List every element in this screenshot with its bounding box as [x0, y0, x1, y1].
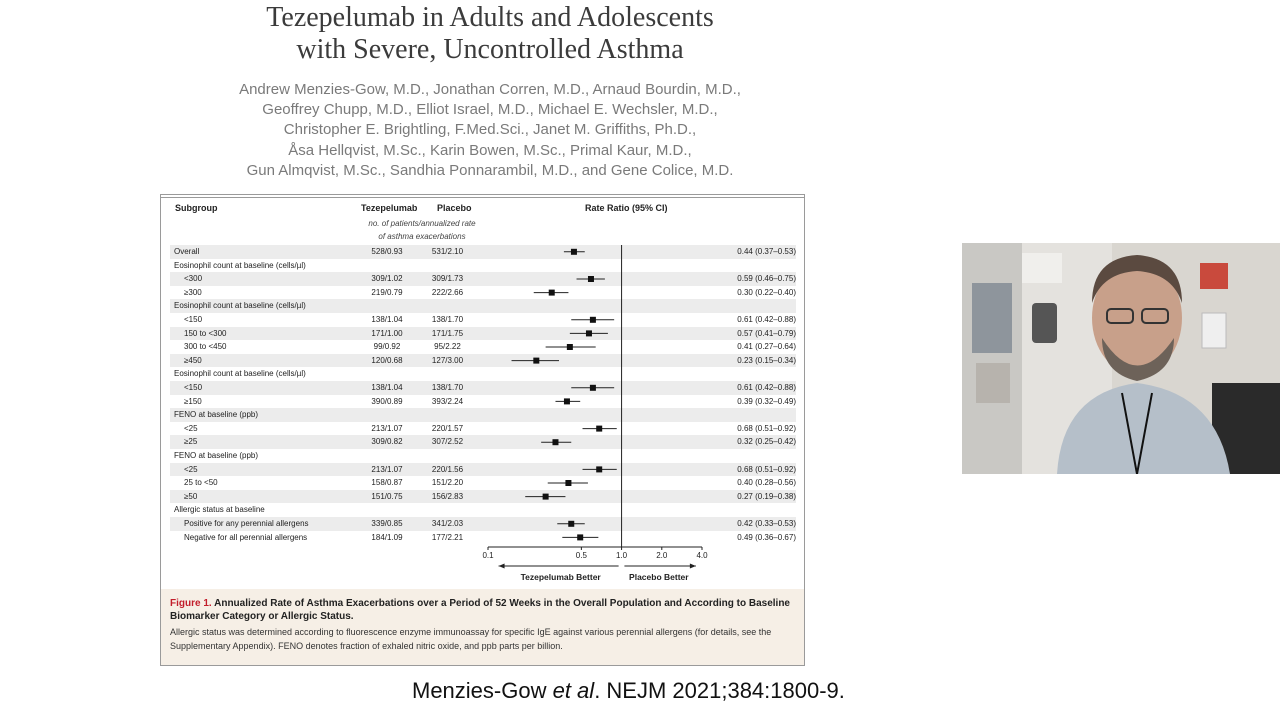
placebo-value: 220/1.56 [431, 464, 464, 474]
rate-ratio-value: 0.39 (0.32–0.49) [737, 396, 796, 406]
rate-ratio-value: 0.68 (0.51–0.92) [737, 423, 796, 433]
x-tick-label: 2.0 [656, 551, 668, 560]
row-label: 25 to <50 [184, 478, 218, 488]
presenter-video-frame [962, 243, 1280, 474]
author-line: Gun Almqvist, M.Sc., Sandhia Ponnarambil, M.D., and Gene Colice, M.D. [246, 161, 734, 179]
point-estimate [567, 344, 573, 350]
row-label: <25 [184, 423, 198, 433]
rate-ratio-value: 0.57 (0.41–0.79) [737, 328, 796, 338]
point-estimate [549, 290, 555, 296]
placebo-value: 95/2.22 [434, 342, 461, 352]
paper-title-line-2: with Severe, Uncontrolled Asthma [296, 34, 684, 65]
arrow-right-head [690, 564, 696, 569]
header-tezepelumab: Tezepelumab [361, 203, 418, 213]
point-estimate [565, 480, 571, 486]
tezepelumab-value: 99/0.92 [373, 342, 401, 352]
rate-ratio-value: 0.61 (0.42–0.88) [737, 315, 796, 324]
rate-ratio-value: 0.23 (0.15–0.34) [737, 355, 796, 365]
tezepelumab-value: 219/0.79 [371, 287, 403, 297]
row-label: ≥450 [184, 355, 202, 365]
row-label: ≥150 [184, 396, 202, 406]
row-label: Eosinophil count at baseline (cells/µl) [174, 301, 306, 311]
column-subheader-line: no. of patients/annualized rate [368, 219, 476, 228]
column-subheader-line: of asthma exacerbations [378, 232, 466, 241]
tezepelumab-value: 138/1.04 [371, 315, 403, 324]
author-line: Andrew Menzies-Gow, M.D., Jonathan Corren, M.D., Arnaud Bourdin, M.D., [239, 81, 741, 98]
rate-ratio-value: 0.44 (0.37–0.53) [737, 247, 796, 256]
row-label: 150 to <300 [184, 328, 227, 338]
point-estimate [596, 426, 602, 432]
citation-authors: Menzies-Gow [412, 678, 553, 703]
row-label: Allergic status at baseline [174, 505, 265, 515]
caption-figure-number: Figure 1. [170, 598, 212, 609]
row-label: 300 to <450 [184, 342, 227, 352]
row-label: Positive for any perennial allergens [184, 519, 309, 528]
point-estimate [588, 276, 594, 282]
presenter-webcam [962, 243, 1280, 474]
placebo-value: 222/2.66 [431, 287, 464, 297]
arrow-left-head [499, 564, 505, 569]
author-list [160, 80, 820, 181]
placebo-value: 138/1.70 [431, 383, 464, 392]
tezepelumab-value: 390/0.89 [371, 396, 403, 406]
paper-title [160, 2, 820, 66]
row-label: Negative for all perennial allergens [184, 532, 308, 542]
tezepelumab-value: 158/0.87 [371, 478, 403, 488]
forest-plot-chart [161, 195, 804, 587]
placebo-value: 156/2.83 [431, 491, 464, 501]
forest-plot-figure [160, 194, 805, 666]
author-line: Geoffrey Chupp, M.D., Elliot Israel, M.D., Michael E. Wechsler, M.D., [262, 101, 718, 119]
tezepelumab-value: 184/1.09 [371, 532, 403, 542]
tezepelumab-value: 213/1.07 [371, 464, 403, 474]
tezepelumab-value: 138/1.04 [371, 383, 403, 392]
row-label: ≥25 [184, 437, 198, 447]
point-estimate [564, 398, 570, 404]
rate-ratio-value: 0.61 (0.42–0.88) [737, 383, 796, 392]
author-line: Christopher E. Brightling, F.Med.Sci., Janet M. Griffiths, Ph.D., [283, 121, 697, 139]
row-label: <300 [184, 274, 203, 284]
citation [412, 678, 845, 704]
placebo-value: 307/2.52 [431, 437, 464, 447]
rate-ratio-value: 0.41 (0.27–0.64) [737, 342, 796, 352]
rate-ratio-value: 0.30 (0.22–0.40) [737, 287, 796, 297]
row-label: ≥50 [184, 491, 198, 501]
rate-ratio-value: 0.49 (0.36–0.67) [737, 532, 796, 542]
tezepelumab-value: 120/0.68 [371, 355, 403, 365]
tezepelumab-value: 528/0.93 [371, 247, 403, 256]
caption-title-block [170, 597, 795, 623]
rate-ratio-value: 0.42 (0.33–0.53) [737, 519, 796, 528]
point-estimate [552, 439, 558, 445]
citation-et-al: et al [552, 678, 595, 703]
rate-ratio-value: 0.40 (0.28–0.56) [737, 478, 796, 488]
header-rate-ratio: Rate Ratio (95% CI) [585, 203, 668, 213]
point-estimate [533, 358, 539, 364]
placebo-value: 531/2.10 [431, 247, 464, 256]
header-subgroup: Subgroup [175, 203, 218, 213]
row-label: <150 [184, 383, 203, 392]
right-direction-label: Placebo Better [629, 572, 689, 582]
point-estimate [596, 466, 602, 472]
row-label: <25 [184, 464, 198, 474]
x-tick-label: 0.1 [482, 551, 494, 560]
tezepelumab-value: 309/1.02 [371, 274, 403, 284]
row-label: ≥300 [184, 287, 202, 297]
rate-ratio-value: 0.59 (0.46–0.75) [737, 274, 796, 284]
point-estimate [586, 330, 592, 336]
caption-body: Allergic status was determined according to fluorescence enzyme immunoassay for specific IgE against various perennial allergens (for details, see the Supplementary Appendix). FENO denotes fraction of exhaled nitric oxide, and ppb parts per billion. [170, 627, 772, 651]
row-label: <150 [184, 315, 203, 324]
point-estimate [577, 534, 583, 540]
tezepelumab-value: 171/1.00 [371, 328, 403, 338]
row-label: Overall [174, 247, 200, 256]
row-label: FENO at baseline (ppb) [174, 451, 259, 460]
x-tick-label: 0.5 [575, 551, 587, 560]
row-label: FENO at baseline (ppb) [174, 410, 259, 420]
left-direction-label: Tezepelumab Better [520, 572, 601, 582]
point-estimate [543, 494, 549, 500]
header-placebo: Placebo [437, 203, 472, 213]
caption-title: Annualized Rate of Asthma Exacerbations over a Period of 52 Weeks in the Overall Population and According to Baseline Biomarker Category or Allergic Status. [170, 598, 790, 622]
row-label: Eosinophil count at baseline (cells/µl) [174, 260, 306, 270]
rate-ratio-value: 0.27 (0.19–0.38) [737, 491, 796, 501]
paper-title-line-1: Tezepelumab in Adults and Adolescents [266, 2, 714, 33]
placebo-value: 177/2.21 [431, 532, 464, 542]
placebo-value: 151/2.20 [431, 478, 464, 488]
placebo-value: 138/1.70 [431, 315, 464, 324]
placebo-value: 309/1.73 [431, 274, 464, 284]
citation-journal: . NEJM 2021;384:1800-9. [594, 678, 845, 703]
placebo-value: 220/1.57 [431, 423, 464, 433]
placebo-value: 171/1.75 [431, 328, 464, 338]
point-estimate [568, 521, 574, 527]
placebo-value: 341/2.03 [431, 519, 464, 528]
row-label: Eosinophil count at baseline (cells/µl) [174, 369, 306, 379]
point-estimate [571, 249, 577, 255]
point-estimate [590, 385, 596, 391]
rate-ratio-value: 0.68 (0.51–0.92) [737, 464, 796, 474]
author-line: Åsa Hellqvist, M.Sc., Karin Bowen, M.Sc., Primal Kaur, M.D., [288, 141, 692, 159]
tezepelumab-value: 151/0.75 [371, 491, 403, 501]
tezepelumab-value: 213/1.07 [371, 423, 403, 433]
tezepelumab-value: 309/0.82 [371, 437, 403, 447]
placebo-value: 127/3.00 [431, 355, 464, 365]
tezepelumab-value: 339/0.85 [371, 519, 403, 528]
x-tick-label: 4.0 [696, 551, 708, 560]
placebo-value: 393/2.24 [431, 396, 464, 406]
rate-ratio-value: 0.32 (0.25–0.42) [737, 437, 796, 447]
figure-caption [161, 589, 804, 665]
point-estimate [590, 317, 596, 323]
x-tick-label: 1.0 [616, 551, 628, 560]
